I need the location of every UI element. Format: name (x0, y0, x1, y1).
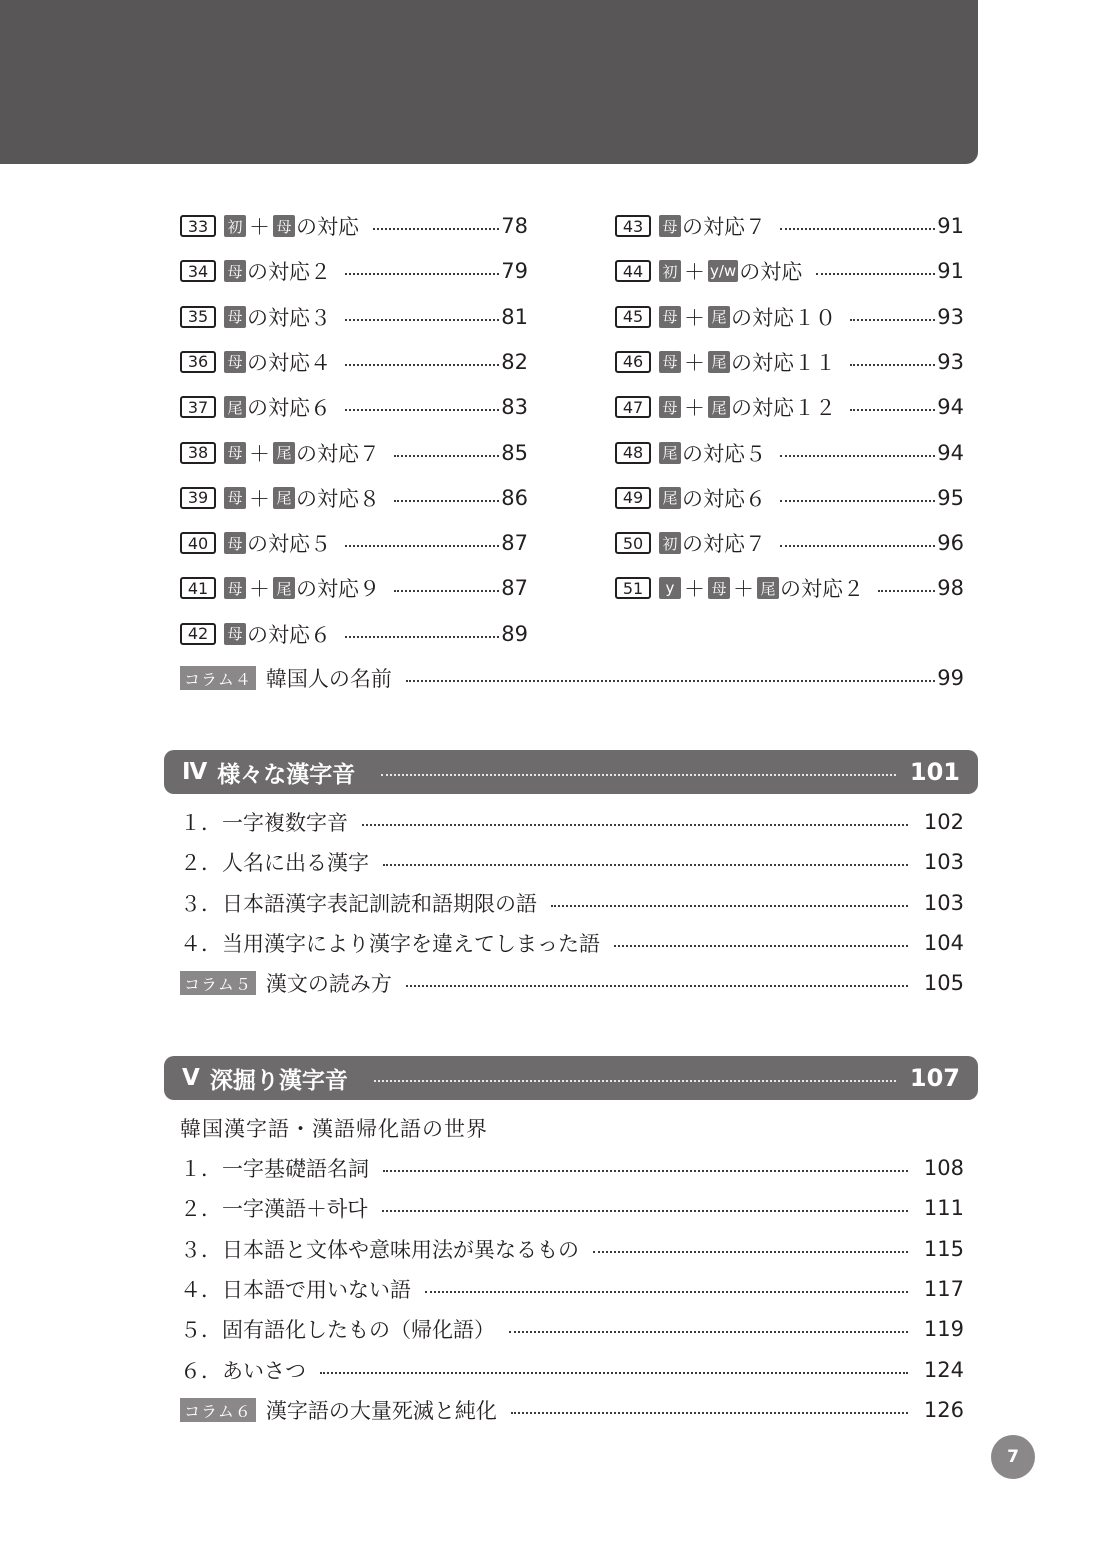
dot-leader (614, 945, 908, 947)
section-numeral: Ⅳ (182, 759, 208, 785)
plus-sign: ＋ (249, 215, 270, 239)
entry-page: 78 (501, 214, 528, 238)
sound-tag: 母 (224, 260, 246, 282)
subtitle-text: 韓国漢字語・漢語帰化語の世界 (180, 1117, 488, 1141)
sound-tag: 尾 (708, 351, 730, 373)
entry-title: の対応１０ (731, 305, 836, 330)
dot-leader (383, 864, 908, 866)
dot-leader (381, 774, 896, 776)
column-tag: コラム５ (180, 971, 256, 995)
entry-page: 79 (501, 259, 528, 284)
section-page: 101 (909, 758, 960, 786)
dot-leader (394, 590, 499, 592)
entry-page: 85 (501, 440, 528, 465)
dot-leader (511, 1412, 908, 1414)
sound-tag: 母 (659, 215, 681, 237)
sound-tag: 尾 (659, 442, 681, 464)
toc-item[interactable] (180, 806, 964, 838)
entry-title: の対応 (296, 215, 359, 239)
sound-tag: 母 (224, 623, 246, 645)
sound-tag: 母 (659, 306, 681, 328)
dot-leader (320, 1372, 908, 1374)
item-page: 124 (923, 1357, 964, 1382)
sound-tag: 母 (659, 351, 681, 373)
toc-item[interactable] (180, 1233, 964, 1265)
toc-item[interactable] (180, 1313, 964, 1345)
toc-entry[interactable] (615, 255, 964, 287)
entry-number: 43 (615, 215, 651, 237)
dot-leader (394, 455, 499, 457)
section-title: 様々な漢字音 (217, 761, 356, 788)
item-label: １．一字複数字音 (180, 811, 348, 835)
entry-title: 韓国人の名前 (265, 667, 392, 691)
entry-page: 82 (501, 349, 528, 374)
toc-entry[interactable] (615, 572, 964, 604)
entry-page: 87 (501, 576, 528, 601)
sound-tag: 母 (224, 577, 246, 599)
toc-entry[interactable] (180, 572, 528, 604)
toc-item[interactable] (180, 887, 964, 919)
entry-number: 39 (180, 487, 216, 509)
sound-tag: 尾 (708, 306, 730, 328)
entry-title: の対応２ (780, 577, 864, 602)
plus-sign: ＋ (684, 260, 705, 285)
dot-leader (850, 364, 935, 366)
sound-tag: 尾 (659, 487, 681, 509)
entry-title: 漢文の読み方 (265, 972, 392, 996)
sound-tag: 初 (659, 260, 681, 282)
entry-title: の対応３ (247, 305, 331, 330)
dot-leader (345, 409, 499, 411)
toc-item[interactable] (180, 1354, 964, 1386)
page-number-badge: 7 (991, 1435, 1035, 1479)
toc-entry[interactable] (180, 482, 528, 514)
item-label: ６．あいさつ (180, 1358, 306, 1383)
dot-leader (383, 1170, 908, 1172)
toc-entry[interactable] (180, 527, 528, 559)
sound-tag: 母 (224, 306, 246, 328)
entry-page: 98 (937, 576, 964, 601)
entry-page: 93 (937, 304, 964, 329)
toc-entry[interactable] (615, 527, 964, 559)
entry-title: の対応９ (296, 577, 380, 602)
entry-number: 49 (615, 487, 651, 509)
toc-entry-column5[interactable] (180, 967, 964, 999)
plus-sign: ＋ (733, 577, 754, 602)
item-label: ２．一字漢語＋하다 (180, 1197, 368, 1222)
item-page: 102 (923, 810, 964, 834)
entry-number: 45 (615, 306, 651, 328)
item-page: 115 (923, 1236, 964, 1261)
entry-title: の対応７ (296, 441, 380, 466)
entry-page: 105 (923, 971, 964, 995)
toc-entry[interactable] (180, 255, 528, 287)
dot-leader (425, 1291, 908, 1293)
sound-tag: 母 (224, 442, 246, 464)
entry-page: 95 (937, 485, 964, 510)
section-subtitle (180, 1112, 488, 1144)
entry-page: 91 (937, 214, 964, 238)
entry-title: の対応７ (682, 215, 766, 239)
section-title: 深掘り漢字音 (209, 1067, 348, 1094)
sound-tag: 初 (224, 215, 246, 237)
toc-entry[interactable] (615, 482, 964, 514)
sound-tag: 初 (659, 532, 681, 554)
item-page: 111 (923, 1196, 964, 1221)
toc-entry[interactable] (180, 210, 528, 242)
sound-tag: 母 (659, 396, 681, 418)
entry-title: の対応６ (682, 486, 766, 511)
toc-entry[interactable] (180, 391, 528, 423)
dot-leader (345, 273, 499, 275)
item-label: ２．人名に出る漢字 (180, 851, 369, 876)
toc-entry[interactable] (615, 210, 964, 242)
toc-entry[interactable] (615, 391, 964, 423)
toc-item[interactable] (180, 1152, 964, 1184)
entry-page: 86 (501, 485, 528, 510)
entry-title: の対応１２ (731, 396, 836, 421)
column-tag: コラム４ (180, 666, 256, 690)
dot-leader (362, 824, 908, 826)
dot-leader (780, 455, 935, 457)
section-heading-5[interactable] (164, 1056, 978, 1100)
item-page: 117 (923, 1276, 964, 1301)
entry-page: 91 (937, 259, 964, 284)
sound-tag: 母 (224, 487, 246, 509)
entry-page: 94 (937, 395, 964, 420)
plus-sign: ＋ (249, 441, 270, 466)
entry-number: 34 (180, 260, 216, 282)
toc-entry[interactable] (180, 301, 528, 333)
entry-title: の対応７ (682, 532, 766, 557)
entry-page: 81 (501, 304, 528, 329)
sound-tag: 母 (224, 351, 246, 373)
plus-sign: ＋ (249, 486, 270, 511)
entry-number: 44 (615, 260, 651, 282)
entry-title: の対応６ (247, 622, 331, 647)
entry-page: 89 (501, 621, 528, 646)
entry-number: 33 (180, 215, 216, 237)
entry-page: 99 (937, 666, 964, 690)
toc-entry[interactable] (615, 437, 964, 469)
toc-item[interactable] (180, 927, 964, 959)
item-label: ５．固有語化したもの（帰化語） (180, 1318, 495, 1343)
entry-number: 35 (180, 306, 216, 328)
dot-leader (374, 1080, 896, 1082)
entry-title: の対応６ (247, 396, 331, 421)
dot-leader (551, 905, 908, 907)
plus-sign: ＋ (684, 350, 705, 375)
toc-item[interactable] (180, 1192, 964, 1224)
toc-item[interactable] (180, 1273, 964, 1305)
entry-number: 50 (615, 532, 651, 554)
entry-number: 41 (180, 577, 216, 599)
dot-leader (816, 273, 935, 275)
toc-entry-column6[interactable] (180, 1394, 964, 1426)
item-page: 103 (923, 890, 964, 915)
toc-entry[interactable] (615, 346, 964, 378)
dot-leader (394, 500, 499, 502)
plus-sign: ＋ (684, 305, 705, 330)
entry-number: 37 (180, 396, 216, 418)
entry-title: の対応５ (247, 532, 331, 557)
toc-entry-column4[interactable] (180, 662, 964, 694)
entry-number: 46 (615, 351, 651, 373)
item-label: ３．日本語と文体や意味用法が異なるもの (180, 1237, 579, 1262)
entry-number: 42 (180, 623, 216, 645)
dot-leader (345, 636, 499, 638)
sound-tag: 母 (273, 215, 295, 237)
item-page: 103 (923, 850, 964, 875)
plus-sign: ＋ (249, 577, 270, 602)
entry-number: 40 (180, 532, 216, 554)
dot-leader (509, 1331, 908, 1333)
item-page: 119 (923, 1317, 964, 1342)
sound-tag: y/w (710, 262, 737, 281)
dot-leader (345, 545, 499, 547)
column-tag: コラム６ (180, 1398, 256, 1422)
dot-leader (878, 590, 935, 592)
entry-number: 51 (615, 577, 651, 599)
sound-tag: 母 (224, 532, 246, 554)
sound-tag: 尾 (273, 577, 295, 599)
sound-tag: 尾 (757, 577, 779, 599)
dot-leader (406, 985, 908, 987)
entry-title: の対応５ (682, 441, 766, 466)
plus-sign: ＋ (684, 577, 705, 602)
dot-leader (373, 228, 499, 230)
entry-title: 漢字語の大量死滅と純化 (265, 1399, 497, 1423)
entry-number: 47 (615, 396, 651, 418)
entry-title: の対応１１ (731, 350, 836, 375)
entry-page: 83 (501, 395, 528, 420)
entry-number: 36 (180, 351, 216, 373)
entry-page: 93 (937, 349, 964, 374)
entry-page: 94 (937, 440, 964, 465)
item-label: ３．日本語漢字表記訓読和語期限の語 (180, 891, 537, 916)
dot-leader (850, 319, 935, 321)
item-page: 108 (923, 1156, 964, 1180)
dot-leader (780, 228, 935, 230)
toc-entry[interactable] (180, 346, 528, 378)
dot-leader (780, 500, 935, 502)
dot-leader (850, 409, 935, 411)
item-label: １．一字基礎語名詞 (180, 1157, 369, 1181)
sound-tag: y (659, 577, 681, 599)
toc-entry[interactable] (180, 437, 528, 469)
section-page: 107 (909, 1064, 960, 1092)
dot-leader (345, 319, 499, 321)
item-page: 104 (923, 930, 964, 955)
entry-title: の対応 (739, 260, 803, 285)
sound-tag: 尾 (273, 442, 295, 464)
entry-title: の対応８ (296, 486, 380, 511)
entry-page: 126 (923, 1398, 964, 1422)
entry-page: 87 (501, 531, 528, 556)
plus-sign: ＋ (684, 396, 705, 421)
header-band (0, 0, 978, 164)
dot-leader (382, 1210, 908, 1212)
entry-number: 38 (180, 442, 216, 464)
item-label: ４．当用漢字により漢字を違えてしまった語 (180, 931, 600, 956)
entry-number: 48 (615, 442, 651, 464)
section-heading-4[interactable] (164, 750, 978, 794)
section-numeral: Ⅴ (182, 1065, 200, 1091)
dot-leader (593, 1251, 908, 1253)
dot-leader (406, 680, 935, 682)
item-label: ４．日本語で用いない語 (180, 1277, 411, 1302)
sound-tag: 母 (708, 577, 730, 599)
dot-leader (345, 364, 499, 366)
entry-title: の対応２ (247, 260, 331, 285)
toc-entry[interactable] (180, 618, 528, 650)
toc-entry[interactable] (615, 301, 964, 333)
sound-tag: 尾 (224, 396, 246, 418)
entry-page: 96 (937, 531, 964, 556)
sound-tag: 尾 (273, 487, 295, 509)
dot-leader (780, 545, 935, 547)
entry-title: の対応４ (247, 350, 331, 375)
sound-tag: 尾 (708, 396, 730, 418)
toc-item[interactable] (180, 846, 964, 878)
